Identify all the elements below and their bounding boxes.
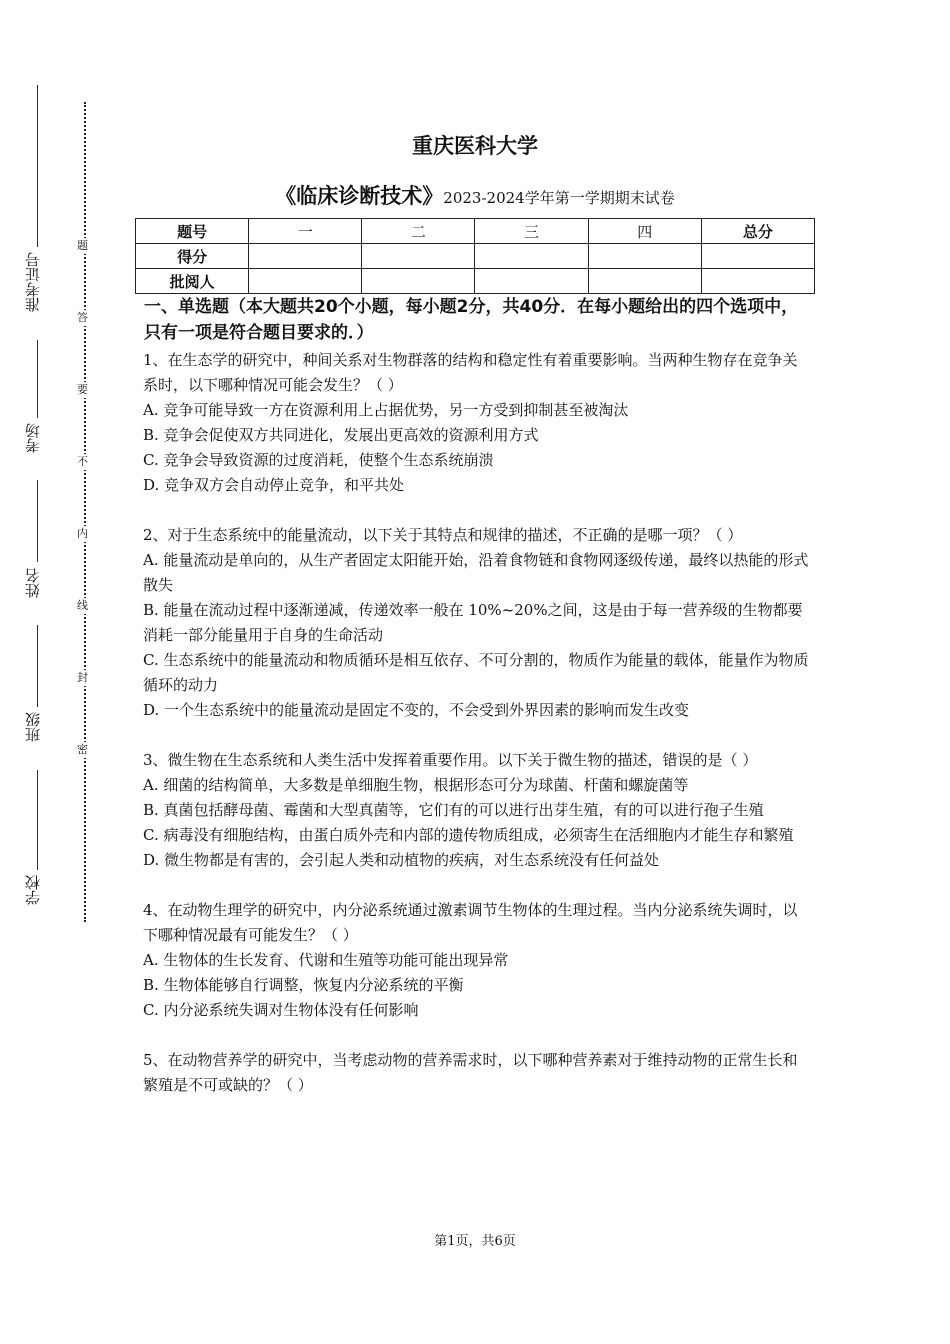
ticket-number-blank-line (37, 85, 38, 247)
exam-term: 2023-2024学年第一学期期末试卷 (443, 189, 675, 207)
option-a: A. 竞争可能导致一方在资源利用上占据优势，另一方受到抑制甚至被淘汰 (143, 401, 629, 419)
row-label-score: 得分 (136, 244, 249, 269)
question-stem: 1、在生态学的研究中，种间关系对生物群落的结构和稳定性有着重要影响。当两种生物存在竞争关系时，以下哪种情况可能会发生？（ ） (143, 351, 798, 394)
column-header: 三 (475, 219, 588, 244)
option-c: C. 竞争会导致资源的过度消耗，使整个生态系统崩溃 (143, 451, 494, 469)
seal-char: 封 (77, 671, 88, 684)
question-3 (143, 748, 811, 873)
column-header: 二 (362, 219, 475, 244)
seal-char: 不 (77, 455, 88, 468)
option-b: B. 竞争会促使双方共同进化，发展出更高效的资源利用方式 (143, 426, 539, 444)
page-footer: 第1页，共6页 (434, 1234, 516, 1249)
question-stem: 3、微生物在生态系统和人类生活中发挥着重要作用。以下关于微生物的描述，错误的是（ ） (143, 751, 758, 769)
seal-char: 内 (77, 527, 88, 540)
option-c: C. 病毒没有细胞结构，由蛋白质外壳和内部的遗传物质组成，必须寄生在活细胞内才能生存和繁殖 (143, 826, 794, 844)
question-stem: 2、对于生态系统中的能量流动，以下关于其特点和规律的描述，不正确的是哪一项？（ ） (143, 526, 743, 544)
option-b: B. 真菌包括酵母菌、霉菌和大型真菌等，它们有的可以进行出芽生殖，有的可以进行孢子生殖 (143, 801, 764, 819)
exam-room-label: 考场 (23, 423, 42, 453)
grader-cell[interactable] (362, 269, 475, 294)
class-field[interactable] (18, 712, 46, 742)
score-table (135, 218, 815, 294)
score-cell[interactable] (362, 244, 475, 269)
school-field[interactable] (18, 875, 46, 905)
grader-row (136, 269, 815, 294)
question-5 (143, 1048, 811, 1098)
exam-room-blank-line (37, 340, 38, 418)
section-heading: 一、单选题（本大题共20个小题，每小题2分，共40分．在每小题给出的四个选项中，只有一项是符合题目要求的．） (144, 297, 799, 343)
seal-char: 要 (77, 383, 88, 396)
school-label: 学校 (23, 875, 42, 905)
column-header: 题号 (136, 219, 249, 244)
option-d: D. 竞争双方会自动停止竞争，和平共处 (143, 476, 405, 494)
option-a: A. 细菌的结构简单，大多数是单细胞生物，根据形态可分为球菌、杆菌和螺旋菌等 (143, 776, 689, 794)
score-cell[interactable] (249, 244, 362, 269)
class-blank-line (37, 625, 38, 707)
grader-cell[interactable] (588, 269, 701, 294)
grader-cell[interactable] (475, 269, 588, 294)
option-d: D. 微生物都是有害的，会引起人类和动植物的疾病，对生态系统没有任何益处 (143, 851, 660, 869)
option-c: C. 生态系统中的能量流动和物质循环是相互依存、不可分割的，物质作为能量的载体，能量作为物质循环的动力 (143, 651, 809, 694)
option-c: C. 内分泌系统失调对生物体没有任何影响 (143, 1001, 419, 1019)
option-b: B. 能量在流动过程中逐渐递减，传递效率一般在 10%~20%之间，这是由于每一营养级的生物都要消耗一部分能量用于自身的生命活动 (143, 601, 803, 644)
seal-dotted-line (84, 102, 86, 922)
name-field[interactable] (18, 568, 46, 598)
score-cell[interactable] (701, 244, 814, 269)
score-table-header-row (136, 219, 815, 244)
ticket-number-field[interactable] (18, 252, 46, 312)
school-blank-line (37, 770, 38, 870)
column-header: 总分 (701, 219, 814, 244)
course-name: 《临床诊断技术》 (275, 184, 444, 208)
class-label: 班级 (23, 712, 42, 742)
question-1 (143, 348, 811, 498)
seal-char: 答 (77, 311, 88, 324)
grader-cell[interactable] (249, 269, 362, 294)
score-cell[interactable] (588, 244, 701, 269)
option-a: A. 生物体的生长发育、代谢和生殖等功能可能出现异常 (143, 951, 509, 969)
university-title: 重庆医科大学 (412, 134, 538, 158)
option-a: A. 能量流动是单向的，从生产者固定太阳能开始，沿着食物链和食物网逐级传递，最终以热能的形式散失 (143, 551, 809, 594)
column-header: 一 (249, 219, 362, 244)
row-label-grader: 批阅人 (136, 269, 249, 294)
seal-char: 线 (77, 599, 88, 612)
score-cell[interactable] (475, 244, 588, 269)
score-row (136, 244, 815, 269)
name-label: 姓名 (23, 568, 42, 598)
option-b: B. 生物体能够自行调整，恢复内分泌系统的平衡 (143, 976, 464, 994)
question-2 (143, 523, 811, 723)
exam-subtitle (0, 180, 950, 210)
question-stem: 4、在动物生理学的研究中，内分泌系统通过激素调节生物体的生理过程。当内分泌系统失调时，以下哪种情况最有可能发生？（ ） (143, 901, 798, 944)
exam-room-field[interactable] (18, 423, 46, 453)
exam-content (143, 294, 811, 1123)
question-stem: 5、在动物营养学的研究中，当考虑动物的营养需求时，以下哪种营养素对于维持动物的正常生长和繁殖是不可或缺的？（ ） (143, 1051, 798, 1094)
seal-char: 密 (77, 743, 88, 756)
question-4 (143, 898, 811, 1023)
grader-cell[interactable] (701, 269, 814, 294)
option-d: D. 一个生态系统中的能量流动是固定不变的，不会受到外界因素的影响而发生改变 (143, 701, 690, 719)
name-blank-line (37, 480, 38, 562)
column-header: 四 (588, 219, 701, 244)
seal-char: 题 (77, 239, 88, 252)
ticket-number-label: 准考证号 (23, 252, 42, 312)
